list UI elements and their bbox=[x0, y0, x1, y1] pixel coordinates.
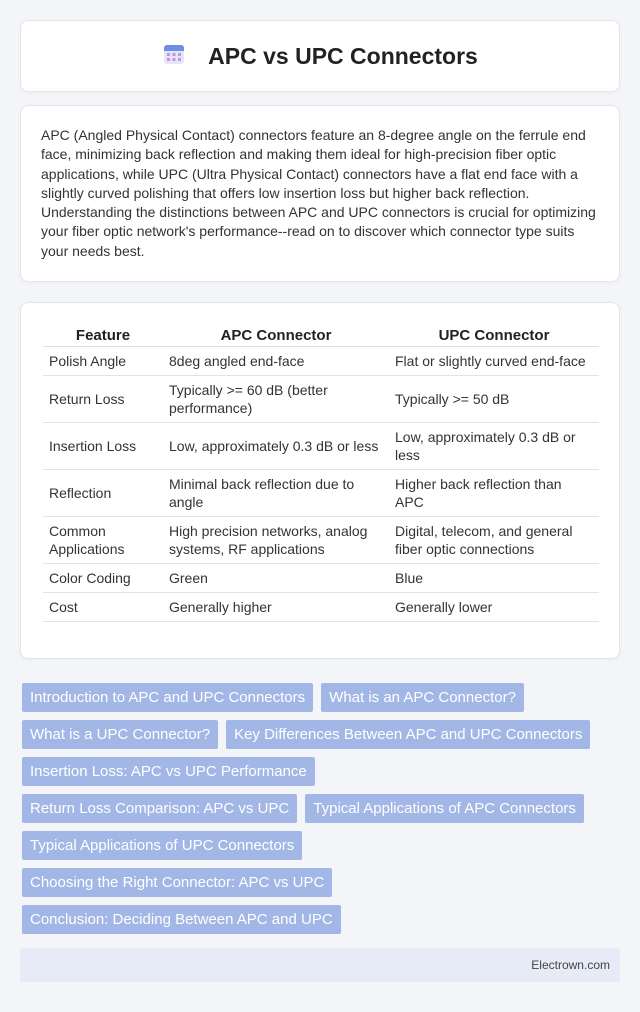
table-cell: Typically >= 60 dB (better performance) bbox=[163, 376, 389, 423]
table-header-row bbox=[43, 323, 599, 347]
topic-link[interactable]: Typical Applications of APC Connectors bbox=[305, 794, 584, 823]
page-title: APC vs UPC Connectors bbox=[208, 42, 478, 69]
topic-link[interactable]: Insertion Loss: APC vs UPC Performance bbox=[22, 757, 315, 786]
table-cell: Digital, telecom, and general fiber optic connections bbox=[389, 517, 599, 564]
topic-link[interactable]: Typical Applications of UPC Connectors bbox=[22, 831, 302, 860]
table-cell: Polish Angle bbox=[43, 347, 163, 376]
table-row bbox=[43, 517, 599, 564]
table-cell: 8deg angled end-face bbox=[163, 347, 389, 376]
page-header bbox=[20, 20, 620, 92]
table-cell: Common Applications bbox=[43, 517, 163, 564]
table-cell: Cost bbox=[43, 593, 163, 622]
table-row bbox=[43, 423, 599, 470]
topic-links bbox=[22, 683, 622, 942]
table-cell: Reflection bbox=[43, 470, 163, 517]
table-cell: Flat or slightly curved end-face bbox=[389, 347, 599, 376]
table-row bbox=[43, 564, 599, 593]
table-row bbox=[43, 376, 599, 423]
table-cell: Minimal back reflection due to angle bbox=[163, 470, 389, 517]
table-cell: Low, approximately 0.3 dB or less bbox=[389, 423, 599, 470]
table-cell: Color Coding bbox=[43, 564, 163, 593]
table-row bbox=[43, 593, 599, 622]
footer-site-name: Electrown.com bbox=[531, 958, 610, 972]
column-header: APC Connector bbox=[163, 323, 389, 347]
table-cell: Green bbox=[163, 564, 389, 593]
topic-link[interactable]: What is a UPC Connector? bbox=[22, 720, 218, 749]
intro-section bbox=[20, 105, 620, 282]
column-header: Feature bbox=[43, 323, 163, 347]
table-row bbox=[43, 470, 599, 517]
tag-row bbox=[22, 905, 622, 934]
tag-row bbox=[22, 683, 622, 712]
table-row bbox=[43, 347, 599, 376]
column-header: UPC Connector bbox=[389, 323, 599, 347]
table-cell: Return Loss bbox=[43, 376, 163, 423]
table-cell: Insertion Loss bbox=[43, 423, 163, 470]
footer bbox=[20, 948, 620, 982]
tag-row bbox=[22, 794, 622, 823]
tag-row bbox=[22, 757, 622, 786]
tag-row bbox=[22, 831, 622, 860]
table-cell: High precision networks, analog systems, RF applications bbox=[163, 517, 389, 564]
table-cell: Low, approximately 0.3 dB or less bbox=[163, 423, 389, 470]
tag-row bbox=[22, 868, 622, 897]
table-cell: Higher back reflection than APC bbox=[389, 470, 599, 517]
topic-link[interactable]: Key Differences Between APC and UPC Connectors bbox=[226, 720, 590, 749]
topic-link[interactable]: What is an APC Connector? bbox=[321, 683, 524, 712]
tag-row bbox=[22, 720, 622, 749]
table-cell: Generally higher bbox=[163, 593, 389, 622]
calendar-icon bbox=[162, 42, 186, 71]
table-cell: Typically >= 50 dB bbox=[389, 376, 599, 423]
topic-link[interactable]: Choosing the Right Connector: APC vs UPC bbox=[22, 868, 332, 897]
table-cell: Generally lower bbox=[389, 593, 599, 622]
table-cell: Blue bbox=[389, 564, 599, 593]
topic-link[interactable]: Conclusion: Deciding Between APC and UPC bbox=[22, 905, 341, 934]
topic-link[interactable]: Return Loss Comparison: APC vs UPC bbox=[22, 794, 297, 823]
topic-link[interactable]: Introduction to APC and UPC Connectors bbox=[22, 683, 313, 712]
comparison-table-card bbox=[20, 302, 620, 659]
comparison-table bbox=[43, 323, 599, 622]
intro-text: APC (Angled Physical Contact) connectors feature an 8-degree angle on the ferrule end face, minimizing back reflection and making them ideal for high-precision fiber optic applications, while UPC (Ultra Physical Contact) connectors have a flat end face with a slightly curved polishing that offers low insertion loss but higher back reflection. Understanding the distinctions between APC and UPC connectors is crucial for optimizing your fiber optic network's performance--read on to discover which connector type suits your needs best. bbox=[41, 127, 596, 259]
